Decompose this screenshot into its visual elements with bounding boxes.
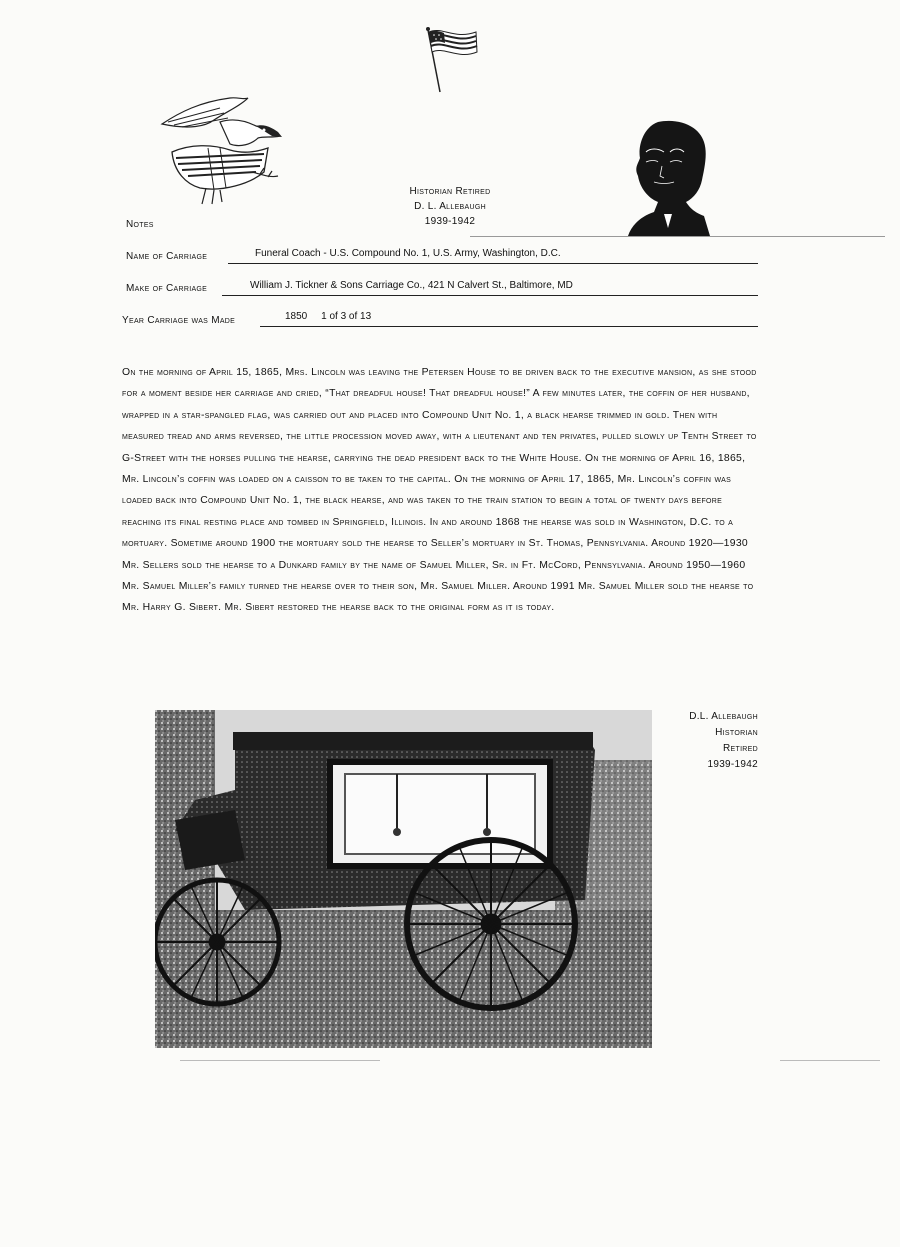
signature-name: D.L. Allebaugh xyxy=(689,711,758,722)
carriage-year-line xyxy=(260,326,758,327)
letterhead-title: Historian Retired xyxy=(409,186,491,197)
carriage-year-value: 1850 1 of 3 of 13 xyxy=(285,311,372,322)
signature-years: 1939-1942 xyxy=(707,759,758,770)
carriage-year-label: Year Carriage was Made xyxy=(122,315,236,326)
bottom-divider-right xyxy=(780,1060,880,1061)
carriage-name-line xyxy=(228,263,758,264)
carriage-name-value: Funeral Coach - U.S. Compound No. 1, U.S. Army, Washington, D.C. xyxy=(255,248,561,259)
letterhead-years: 1939-1942 xyxy=(424,216,476,227)
eagle-shield-icon xyxy=(160,92,286,206)
history-paragraph: On the morning of April 15, 1865, Mrs. Lincoln was leaving the Petersen House to be driven back to the executive mansion, as she stood for a moment beside her carriage and cried, “That dreadful house! That dreadful house!” A few minutes later, the coffin of her husband, wrapped in a star-spangled flag, was carried out and placed into Compound Unit No. 1, a black hearse trimmed in gold. Then with measured tread and arms reversed, the little procession moved away, with a lieutenant and ten privates, pulled slowly up Tenth Street to G-Street with the horses pulling the hearse, carrying the dead president back to the White House. On the morning of April 16, 1865, Mr. Lincoln’s coffin was loaded on a caisson to be taken to the capital. On the morning of April 17, 1865, Mr. Lincoln’s coffin was loaded back into Compound Unit No. 1, the black hearse, and was taken to the train station to begin a total of twenty days before reaching its final resting place and tombed in Springfield, Illinois. In and around 1868 the hearse was sold in Washington, D.C. to a mortuary. Sometime around 1900 the mortuary sold the hearse to Seller’s mortuary in St. Thomas, Pennsylvania. Around 1920—1930 Mr. Sellers sold the hearse to a Dunkard family by the name of Samuel Miller, Sr. in Ft. McCord, Pennsylvania. Around 1950—1960 Mr. Samuel Miller’s family turned the hearse over to their son, Mr. Samuel Miller. Around 1991 Mr. Samuel Miller sold the hearse to Mr. Harry G. Sibert. Mr. Sibert restored the hearse back to the original form as it is today. xyxy=(122,367,757,614)
letterhead-name: D. L. Allebaugh xyxy=(414,201,486,212)
letterhead xyxy=(380,184,520,229)
carriage-make-label: Make of Carriage xyxy=(126,283,208,294)
american-flag-icon xyxy=(420,22,482,94)
hearse-photograph xyxy=(155,710,652,1048)
lincoln-portrait-icon xyxy=(624,118,712,236)
bottom-divider-left xyxy=(180,1060,380,1061)
carriage-make-value: William J. Tickner & Sons Carriage Co., 421 N Calvert St., Baltimore, MD xyxy=(250,280,573,291)
top-divider xyxy=(470,236,885,237)
notes-label: Notes xyxy=(126,219,154,230)
carriage-name-label: Name of Carriage xyxy=(126,251,208,262)
signature-status: Retired xyxy=(723,743,758,754)
signature-block xyxy=(640,709,758,773)
carriage-make-line xyxy=(222,295,758,296)
signature-title: Historian xyxy=(715,727,758,738)
